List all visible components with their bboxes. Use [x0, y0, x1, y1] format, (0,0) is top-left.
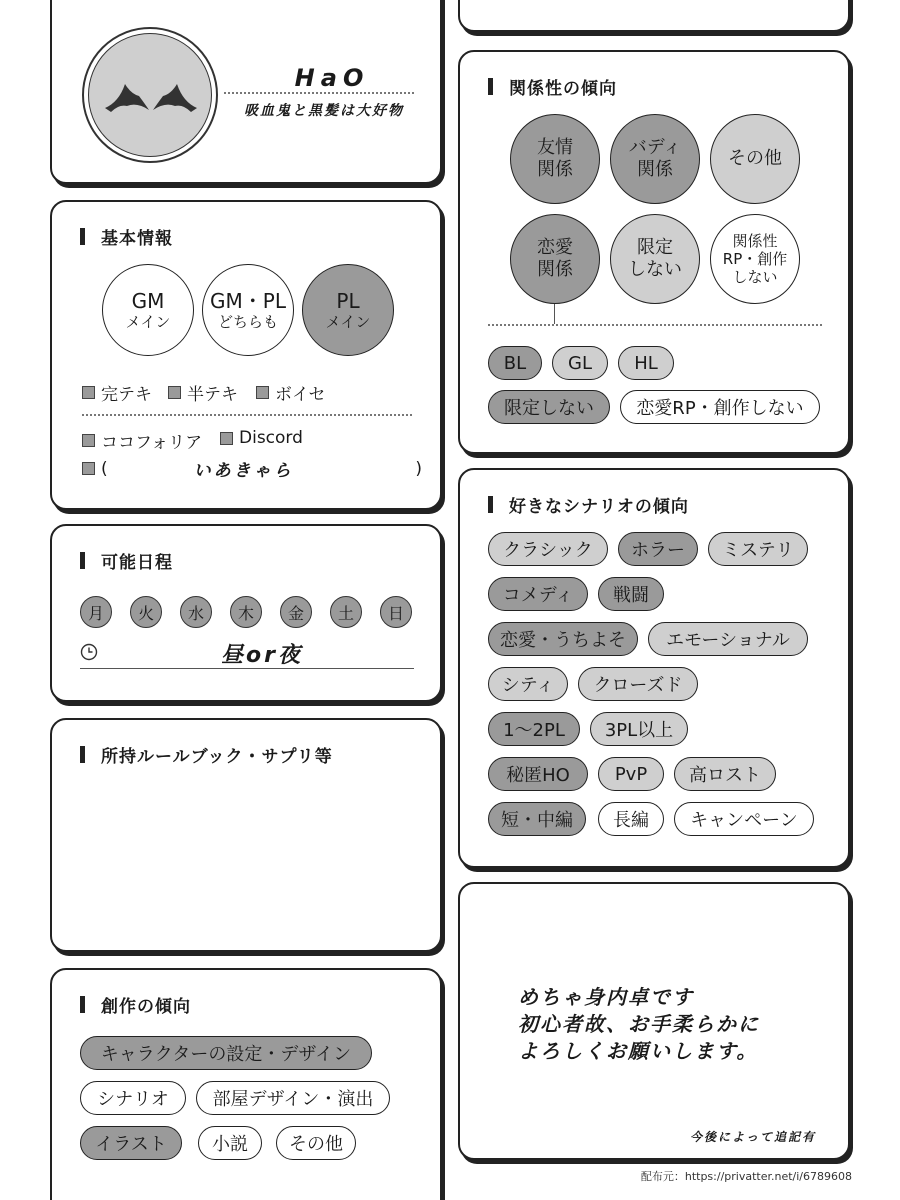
- tag-3pl-plus[interactable]: 3PL以上: [590, 712, 688, 746]
- day-thu[interactable]: 木: [230, 596, 262, 628]
- checkbox-icon: [220, 432, 233, 445]
- checkbox-icon: [82, 434, 95, 447]
- rulebooks-card: [50, 718, 442, 952]
- day-tue[interactable]: 火: [130, 596, 162, 628]
- day-wed[interactable]: 水: [180, 596, 212, 628]
- day-mon[interactable]: 月: [80, 596, 112, 628]
- tag-other[interactable]: その他: [276, 1126, 356, 1160]
- option-hanteki[interactable]: 半テキ: [168, 380, 238, 405]
- avatar: [82, 27, 218, 163]
- tag-scenario[interactable]: シナリオ: [80, 1081, 186, 1115]
- checkbox-icon: [82, 386, 95, 399]
- tag-secret-ho[interactable]: 秘匿HO: [488, 757, 588, 791]
- rel-no-rp[interactable]: 関係性 RP・創作 しない: [710, 214, 800, 304]
- tag-closed[interactable]: クローズド: [578, 667, 698, 701]
- checkbox-icon: [168, 386, 181, 399]
- tag-room-design[interactable]: 部屋デザイン・演出: [196, 1081, 390, 1115]
- message-text: めちゃ身内卓です 初心者故、お手柔らかに よろしくお願いします。: [518, 985, 760, 1063]
- credit-text: 配布元：https://privatter.net/i/6789608: [640, 1170, 852, 1183]
- tag-bl[interactable]: BL: [488, 346, 542, 380]
- tag-romance-uchiyoso[interactable]: 恋愛・うちよそ: [488, 622, 638, 656]
- rel-no-limit[interactable]: 限定 しない: [610, 214, 700, 304]
- relationship-title: 関係性の傾向: [509, 79, 617, 99]
- schedule-card: [50, 524, 442, 702]
- option-cocofolia[interactable]: ココフォリア: [82, 428, 202, 453]
- tag-gl[interactable]: GL: [552, 346, 608, 380]
- basic-info-title: 基本情報: [101, 229, 173, 249]
- profile-card: [50, 0, 442, 184]
- tag-pvp[interactable]: PvP: [598, 757, 664, 791]
- bat-wings-icon: [89, 34, 213, 158]
- day-fri[interactable]: 金: [280, 596, 312, 628]
- tag-no-limit[interactable]: 限定しない: [488, 390, 610, 424]
- role-pl-main[interactable]: PL メイン: [302, 264, 394, 356]
- tag-novel[interactable]: 小説: [198, 1126, 262, 1160]
- other-tool-value: いあきゃら: [193, 461, 294, 481]
- creation-card: [50, 968, 442, 1200]
- tag-high-lost[interactable]: 高ロスト: [674, 757, 776, 791]
- tag-no-romance-rp[interactable]: 恋愛RP・創作しない: [620, 390, 820, 424]
- message-note: 今後によって追記有: [689, 1130, 816, 1144]
- option-discord[interactable]: Discord: [220, 428, 303, 448]
- rel-romance[interactable]: 恋愛 関係: [510, 214, 600, 304]
- scenario-card: [458, 468, 850, 868]
- scenario-title: 好きなシナリオの傾向: [509, 497, 689, 517]
- tag-city[interactable]: シティ: [488, 667, 568, 701]
- top-partial-card: [458, 0, 850, 32]
- tag-emotional[interactable]: エモーショナル: [648, 622, 808, 656]
- tag-character-design[interactable]: キャラクターの設定・デザイン: [80, 1036, 372, 1070]
- role-both[interactable]: GM・PL どちらも: [202, 264, 294, 356]
- day-sat[interactable]: 土: [330, 596, 362, 628]
- profile-tagline: 吸血鬼と黒髪は大好物: [244, 103, 404, 119]
- time-value: 昼or夜: [221, 643, 303, 668]
- tag-classic[interactable]: クラシック: [488, 532, 608, 566]
- rel-friendship[interactable]: 友情 関係: [510, 114, 600, 204]
- tag-comedy[interactable]: コメディ: [488, 577, 588, 611]
- tag-long[interactable]: 長編: [598, 802, 664, 836]
- option-kanteki[interactable]: 完テキ: [82, 380, 152, 405]
- checkbox-icon: [82, 462, 95, 475]
- tag-1-2pl[interactable]: 1〜2PL: [488, 712, 580, 746]
- relationship-card: [458, 50, 850, 454]
- checkbox-icon: [256, 386, 269, 399]
- rel-other[interactable]: その他: [710, 114, 800, 204]
- tag-horror[interactable]: ホラー: [618, 532, 698, 566]
- creation-title: 創作の傾向: [101, 997, 191, 1017]
- role-gm-main[interactable]: GM メイン: [102, 264, 194, 356]
- message-card: [458, 882, 850, 1160]
- rel-buddy[interactable]: バディ 関係: [610, 114, 700, 204]
- tag-short-mid[interactable]: 短・中編: [488, 802, 586, 836]
- tag-illust[interactable]: イラスト: [80, 1126, 182, 1160]
- clock-icon: [80, 643, 98, 661]
- tag-hl[interactable]: HL: [618, 346, 674, 380]
- option-voice[interactable]: ボイセ: [256, 380, 326, 405]
- schedule-title: 可能日程: [101, 553, 173, 573]
- tag-campaign[interactable]: キャンペーン: [674, 802, 814, 836]
- tag-battle[interactable]: 戦闘: [598, 577, 664, 611]
- option-other[interactable]: ( いあきゃら ): [82, 456, 422, 481]
- profile-name: HaO: [294, 64, 370, 92]
- tag-mystery[interactable]: ミステリ: [708, 532, 808, 566]
- rulebooks-title: 所持ルールブック・サプリ等: [101, 747, 333, 767]
- basic-info-card: [50, 200, 442, 510]
- day-sun[interactable]: 日: [380, 596, 412, 628]
